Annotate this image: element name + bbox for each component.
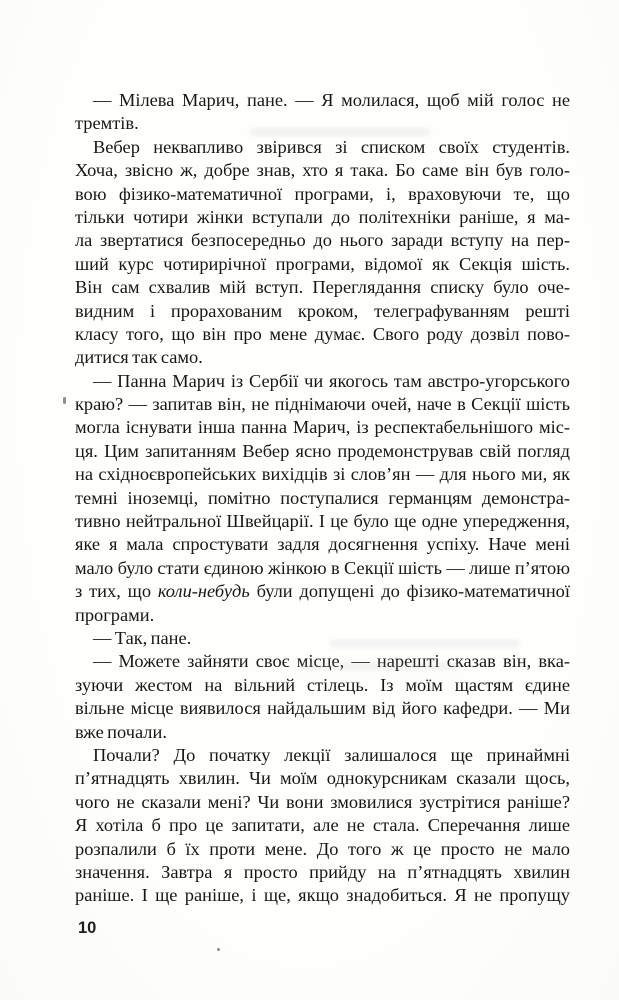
text-segment: з тих, що [75, 581, 158, 602]
text-line: — Панна Марич із Сербії чи якогось там австро-угорського [93, 370, 570, 391]
text-line: видним і прорахованим кроком, телеграфуванням решті [75, 300, 570, 321]
text-line: яке я мала спростувати задля досягнення успіху. Наче мені [75, 534, 570, 555]
text-line: краю? — запитав він, не піднімаючи очей, наче в Секції шість [75, 394, 570, 415]
text-line: ла звертатися безпосередньо до нього заради вступу на пер- [75, 230, 570, 251]
text-line: раніше. І ще раніше, і ще, якщо знадобиться. Я не пропущу [75, 885, 570, 906]
text-line: тивно нейтральної Швейцарії. І це було ще одне упередження, [75, 511, 570, 532]
scan-smudge [330, 640, 520, 647]
text-line: вільне місце виявилося найдальшим від його кафедри. — Ми [75, 698, 570, 719]
text-line: Я хотіла б про це запитати, але не стала. Сперечання лише [75, 815, 570, 836]
text-line: розпалили б їх проти мене. До того ж це просто не мало [75, 838, 570, 859]
text-line: програми. [75, 604, 155, 625]
paragraph [75, 370, 570, 627]
text-line: Хоча, звісно ж, добре знав, хто я така. Бо саме він був голо- [75, 160, 570, 181]
text-line: мало було стати єдиною жінкою в Секції шість — лише п’ятою [75, 557, 570, 578]
page-number: 10 [78, 919, 97, 937]
paragraph [75, 136, 570, 370]
text-line: Він сам схвалив мій вступ. Переглядання списку було оче- [75, 277, 570, 298]
emphasized-text: коли-небудь [157, 581, 250, 602]
text-line: — Можете зайняти своє місце, — нарешті сказав він, вка- [93, 651, 570, 672]
text-line: тремтів. [75, 113, 139, 134]
text-line [75, 580, 570, 603]
text-line: темні іноземці, помітно поступалися германцям демонстра- [75, 487, 570, 508]
text-line: тільки чотири жінки вступали до політехніки раніше, я ма- [75, 206, 570, 227]
text-line: значення. Завтра я просто прийду на п’ятнадцять хвилин [75, 861, 570, 882]
paragraph [75, 744, 570, 908]
text-line: ший курс чотирирічної програми, відомої як Секція шість. [75, 253, 570, 274]
text-line: могла існувати інша панна Марич, із респектабельнішого міс- [75, 417, 570, 438]
scan-artifact-mark [63, 397, 66, 404]
text-segment: були допущені до фізико-математичної [249, 581, 570, 602]
scan-smudge [300, 663, 460, 670]
text-line: чого не сказали мені? Чи вони змовилися зустрітися раніше? [75, 791, 570, 812]
scan-artifact-dot [217, 948, 220, 951]
page-text-block [75, 89, 570, 908]
text-line: на східноєвропейських вихідців зі слов’ян — для нього ми, як [75, 464, 570, 485]
text-line: — Так, пане. [93, 627, 192, 648]
text-line: Почали? До початку лекції залишалося ще принаймні [93, 744, 570, 765]
text-line: ця. Цим запитанням Вебер ясно продемонстрував свій погляд [75, 440, 570, 461]
text-line: Вебер неквапливо звірився зі списком своїх студентів. [93, 136, 570, 157]
scan-smudge [250, 128, 430, 136]
text-line: вою фізико-математичної програми, і, враховуючи те, що [75, 183, 570, 204]
text-line: зуючи жестом на вільний стілець. Із моїм щастям єдине [75, 674, 570, 695]
text-line: — Мілева Марич, пане. — Я молилася, щоб мій голос не [93, 90, 570, 110]
text-line: класу того, що він про мене думає. Свого роду дозвіл пово- [75, 323, 570, 344]
text-line: дитися так само. [75, 347, 203, 368]
text-line: вже почали. [75, 721, 167, 742]
text-line: п’ятнадцять хвилин. Чи моїм однокурсникам сказали щось, [75, 768, 570, 789]
